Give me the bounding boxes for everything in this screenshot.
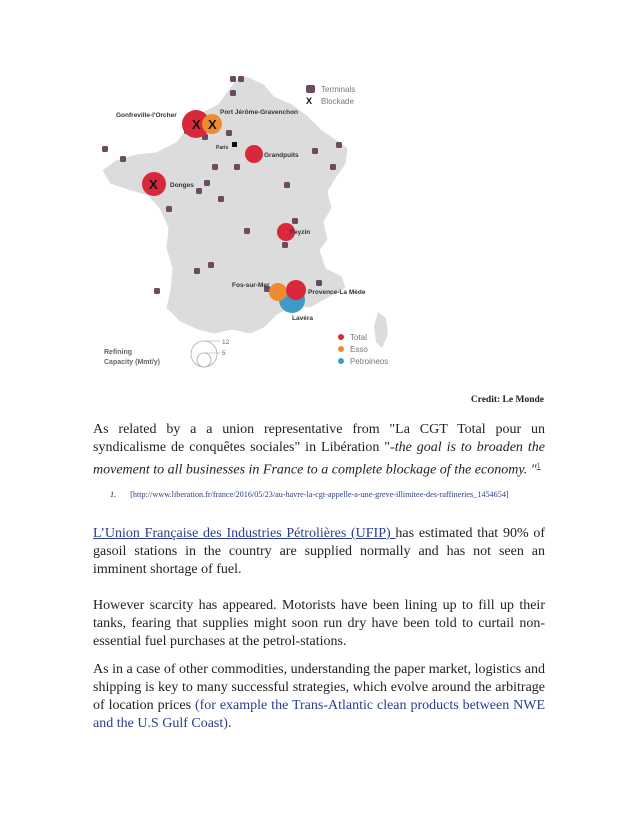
legend-label: Petroineos — [350, 356, 389, 366]
p1-italic-quote: -the goal is to broaden the movement to all businesses in France to a complete blockage of the economy. " — [93, 440, 545, 478]
paris-marker — [232, 142, 237, 147]
city-label-paris: Paris — [216, 145, 229, 151]
blockade-icon: X — [192, 117, 201, 132]
city-label-lavera: Lavéra — [292, 315, 313, 322]
blockade-icon: X — [149, 177, 158, 192]
refinery-provence — [286, 280, 306, 300]
footnote-number: 1. — [110, 490, 117, 499]
legend-label: Esso — [350, 344, 368, 354]
blockade-icon: X — [231, 77, 236, 84]
paragraph-commodities — [93, 661, 545, 733]
p4-example-text: (for example the Trans-Atlantic clean products between NWE and the U.S Gulf Coast) — [93, 698, 545, 731]
city-label-gonfreville: Gonfreville-l'Orcher — [116, 112, 177, 119]
p2-text: has estimated that 90% of gasoil stations in the country are supplied normally and has not seen an imminent shortage of fuel. — [93, 526, 545, 577]
footnote — [110, 490, 509, 499]
legend-label: Terminals — [321, 84, 356, 94]
ufip-link[interactable]: L’Union Française des Industries Pétrolières (UFIP) — [93, 526, 396, 541]
capacity-title-1: Refining — [104, 349, 132, 356]
capacity-12-label: 12 — [222, 339, 230, 346]
legend-label: Blockade — [321, 96, 354, 106]
esso-swatch-icon — [338, 346, 344, 352]
city-label-fos: Fos-sur-Mer — [232, 282, 270, 289]
paragraph-scarcity: However scarcity has appeared. Motorists have been lining up to fill up their tanks, fearing that supplies might soon run dry have been told to curtail non-essential fuel purchases at the petrol-stations. — [93, 598, 545, 649]
p4-text: As in a case of other commodities, understanding the paper market, logistics and shipping is key to many successful strategies, which evolve around the arbitrage of location prices — [93, 662, 545, 713]
legend-terminals — [306, 83, 355, 95]
legend-total — [338, 331, 388, 343]
legend-label: Total — [350, 332, 367, 342]
total-swatch-icon — [338, 334, 344, 340]
p4-period: . — [227, 716, 232, 731]
capacity-title-2: Capacity (Mmt/y) — [104, 359, 161, 366]
petroineos-swatch-icon — [338, 358, 344, 364]
blockade-swatch-icon: X — [306, 96, 313, 106]
map-legend-bottom — [338, 331, 388, 367]
paragraph-union-quote — [93, 421, 545, 480]
map-legend-top — [306, 83, 355, 107]
capacity-scale — [104, 339, 230, 367]
blockade-icon: X — [208, 117, 217, 132]
refinery-grandpuits — [245, 145, 263, 163]
city-label-feyzin: Feyzin — [290, 229, 311, 236]
legend-petroineos — [338, 355, 388, 367]
city-label-grandpuits: Grandpuits — [264, 152, 299, 159]
legend-esso — [338, 343, 388, 355]
p1-text: As related by a a union representative from "La CGT Total pour un syndicalisme de conquêtes sociales" in Libération " — [93, 422, 545, 455]
image-credit: Credit: Le Monde — [470, 395, 544, 405]
terminal-swatch-icon — [306, 85, 315, 93]
paragraph-ufip — [93, 525, 545, 579]
city-label-port-jerome: Port Jérôme-Gravenchon — [220, 109, 299, 116]
france-refinery-map — [96, 72, 396, 372]
footnote-ref-link[interactable]: 1 — [536, 461, 541, 470]
city-label-donges: Donges — [170, 182, 194, 189]
city-label-provence: Provence-La Mède — [308, 289, 366, 296]
capacity-5-label: 5 — [222, 350, 226, 357]
refinery-fos — [269, 283, 287, 301]
legend-blockade — [306, 95, 355, 107]
blockade-icon: X — [239, 77, 244, 84]
footnote-url-link[interactable]: [http://www.liberation.fr/france/2016/05/23/au-havre-la-cgt-appelle-a-une-greve-illimitee-des-raffineries_1454654] — [130, 490, 509, 499]
